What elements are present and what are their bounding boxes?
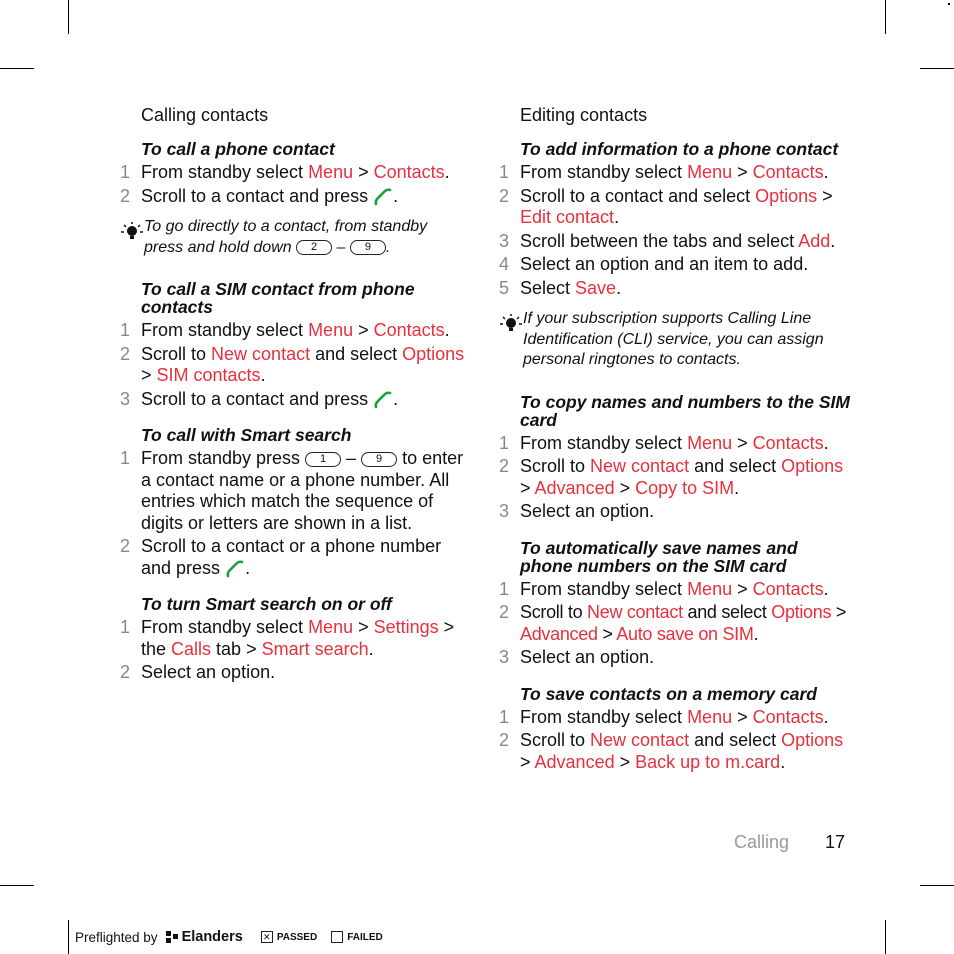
passed-label: PASSED	[276, 931, 318, 943]
tip: To go directly to a contact, from standby press and hold down 2 – 9 .	[120, 217, 470, 258]
crop-mark	[0, 885, 34, 886]
crop-mark	[68, 920, 69, 954]
step: 1 From standby select Menu > Settings > the Calls tab > Smart search.	[120, 617, 455, 659]
footer-section-name: Calling	[734, 832, 790, 852]
crop-dot	[948, 3, 950, 5]
step: 1 From standby press 1 – 9 to enter a contact name or a phone number. All entries which match the sequence of digits or letters are shown in a list.	[120, 448, 464, 533]
section-title: Editing contacts	[520, 105, 648, 125]
key-9-icon: 9	[350, 240, 386, 255]
subsection-heading: To call with Smart search	[141, 425, 352, 445]
crop-mark	[885, 920, 886, 954]
preflight-stamp	[75, 929, 383, 945]
section-title: Calling contacts	[141, 105, 269, 125]
right-column	[499, 105, 851, 775]
step: 2 Scroll to a contact and select Options > Edit contact.	[499, 185, 833, 227]
key-9-icon: 9	[361, 452, 397, 467]
subsection-heading: To turn Smart search on or off	[141, 594, 392, 614]
key-2-icon: 2	[296, 240, 332, 255]
tip: If your subscription supports Calling Line Identification (CLI) service, you can assign personal ringtones to contacts.	[499, 309, 851, 371]
step: 2 Select an option.	[120, 662, 276, 682]
step: 5 Select Save.	[499, 277, 622, 298]
page-number: 17	[825, 832, 846, 852]
subsection-heading: To copy names and numbers to the SIM card	[520, 391, 850, 430]
step: 1 From standby select Menu > Contacts.	[120, 162, 450, 182]
step: 1 From standby select Menu > Contacts.	[499, 706, 829, 727]
elanders-logo-icon	[166, 931, 178, 943]
passed-checkbox: ✕	[261, 931, 273, 943]
step: 1 From standby select Menu > Contacts.	[499, 578, 829, 599]
step: 3 Scroll to a contact and press .	[120, 388, 399, 409]
call-key-icon	[225, 559, 245, 579]
key-1-icon: 1	[305, 452, 341, 467]
step: 3 Scroll between the tabs and select Add.	[499, 230, 836, 251]
subsection-heading: To call a phone contact	[141, 139, 335, 159]
crop-mark	[0, 68, 34, 69]
subsection-heading: To call a SIM contact from phone contacts	[141, 279, 415, 317]
lightbulb-icon	[499, 313, 523, 335]
failed-label: FAILED	[347, 931, 383, 943]
failed-checkbox	[331, 931, 343, 943]
crop-mark	[920, 68, 954, 69]
left-column	[120, 105, 470, 686]
step: 3 Select an option.	[499, 501, 655, 521]
call-key-icon	[373, 390, 393, 410]
subsection-heading: To save contacts on a memory card	[520, 683, 817, 704]
elanders-brand: Elanders	[181, 929, 243, 945]
step: 1 From standby select Menu > Contacts.	[499, 432, 829, 453]
step: 2 Scroll to New contact and select Options > Advanced > Copy to SIM.	[499, 456, 844, 498]
step: 3 Select an option.	[499, 647, 655, 667]
crop-mark	[920, 885, 954, 886]
crop-mark	[68, 0, 69, 34]
step: 2 Scroll to New contact and select Options > Advanced > Back up to m.card.	[499, 730, 844, 772]
step: 1 From standby select Menu > Contacts.	[120, 320, 450, 340]
step: 1 From standby select Menu > Contacts.	[499, 162, 829, 182]
subsection-heading: To automatically save names and phone numbers on the SIM card	[520, 537, 798, 576]
lightbulb-icon	[120, 221, 144, 243]
crop-mark	[885, 0, 886, 34]
subsection-heading: To add information to a phone contact	[520, 139, 839, 159]
preflight-label: Preflighted by	[75, 929, 158, 945]
step: 4 Select an option and an item to add.	[499, 254, 809, 274]
step: 2 Scroll to New contact and select Options > SIM contacts.	[120, 343, 465, 385]
step: 2 Scroll to a contact or a phone number and press .	[120, 536, 442, 578]
call-key-icon	[373, 187, 393, 207]
step: 2 Scroll to New contact and select Options > Advanced > Auto save on SIM.	[499, 602, 847, 644]
step: 2 Scroll to a contact and press .	[120, 185, 399, 206]
